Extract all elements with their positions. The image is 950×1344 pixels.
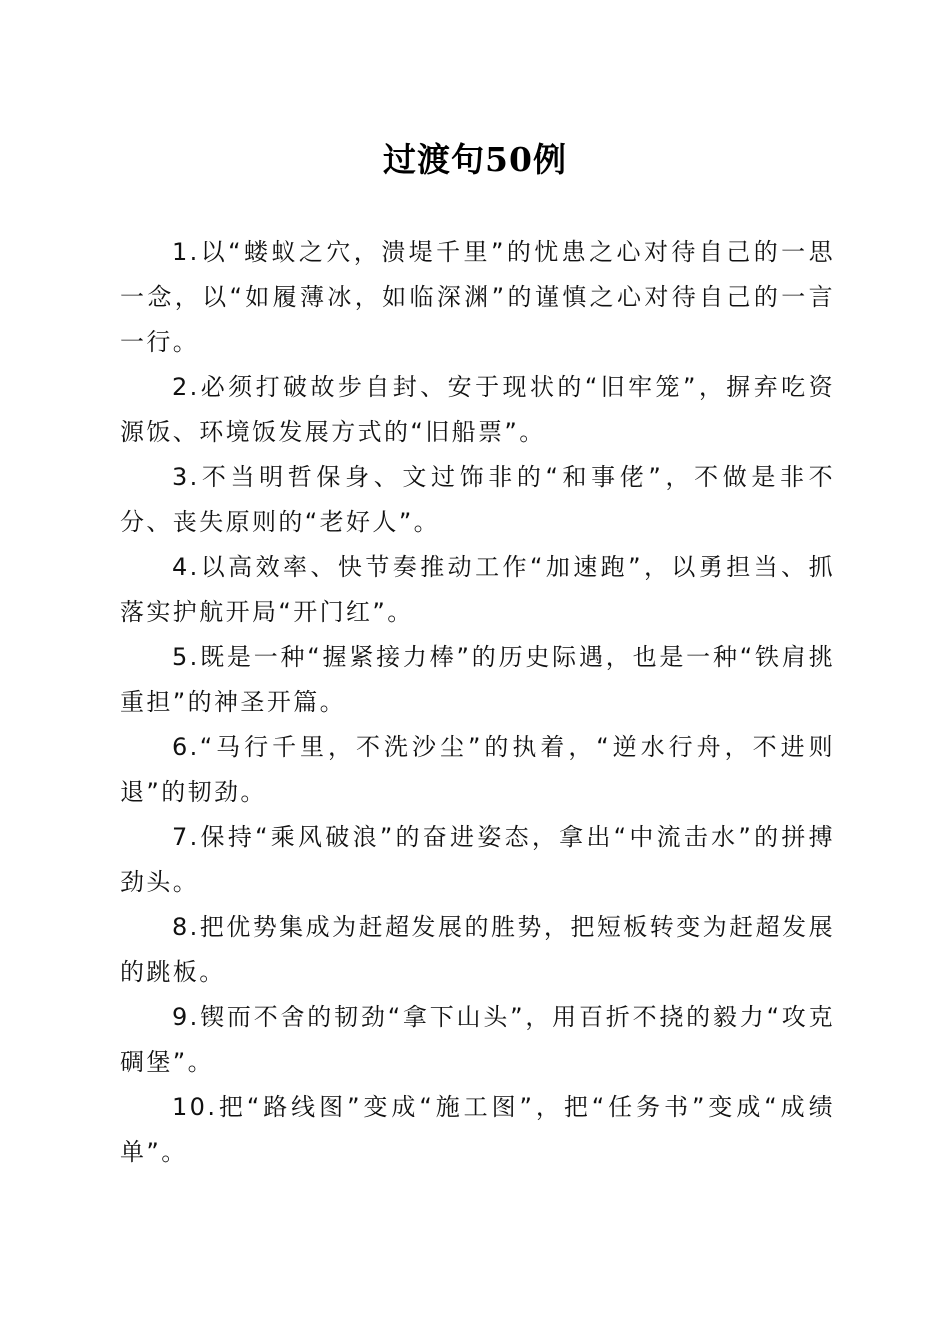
page-title: 过渡句50例 bbox=[383, 140, 567, 179]
document-body bbox=[120, 230, 835, 1175]
list-item: 7.保持“乘风破浪”的奋进姿态，拿出“中流击水”的拼搏劲头。 bbox=[120, 823, 835, 896]
list-item: 3.不当明哲保身、文过饰非的“和事佬”，不做是非不分、丧失原则的“老好人”。 bbox=[120, 463, 835, 536]
list-item: 5.既是一种“握紧接力棒”的历史际遇，也是一种“铁肩挑重担”的神圣开篇。 bbox=[120, 643, 835, 716]
list-item: 1.以“蝼蚁之穴，溃堤千里”的忧患之心对待自己的一思一念，以“如履薄冰，如临深渊”的谨慎之心对待自己的一言一行。 bbox=[120, 238, 835, 356]
list-item: 6.“马行千里，不洗沙尘”的执着，“逆水行舟，不进则退”的韧劲。 bbox=[120, 733, 835, 806]
list-item: 8.把优势集成为赶超发展的胜势，把短板转变为赶超发展的跳板。 bbox=[120, 913, 835, 986]
list-item: 2.必须打破故步自封、安于现状的“旧牢笼”，摒弃吃资源饭、环境饭发展方式的“旧船票”。 bbox=[120, 373, 835, 446]
list-item: 10.把“路线图”变成“施工图”，把“任务书”变成“成绩单”。 bbox=[120, 1093, 835, 1166]
list-item: 4.以高效率、快节奏推动工作“加速跑”，以勇担当、抓落实护航开局“开门红”。 bbox=[120, 553, 835, 626]
list-item: 9.锲而不舍的韧劲“拿下山头”，用百折不挠的毅力“攻克碉堡”。 bbox=[120, 1003, 835, 1076]
